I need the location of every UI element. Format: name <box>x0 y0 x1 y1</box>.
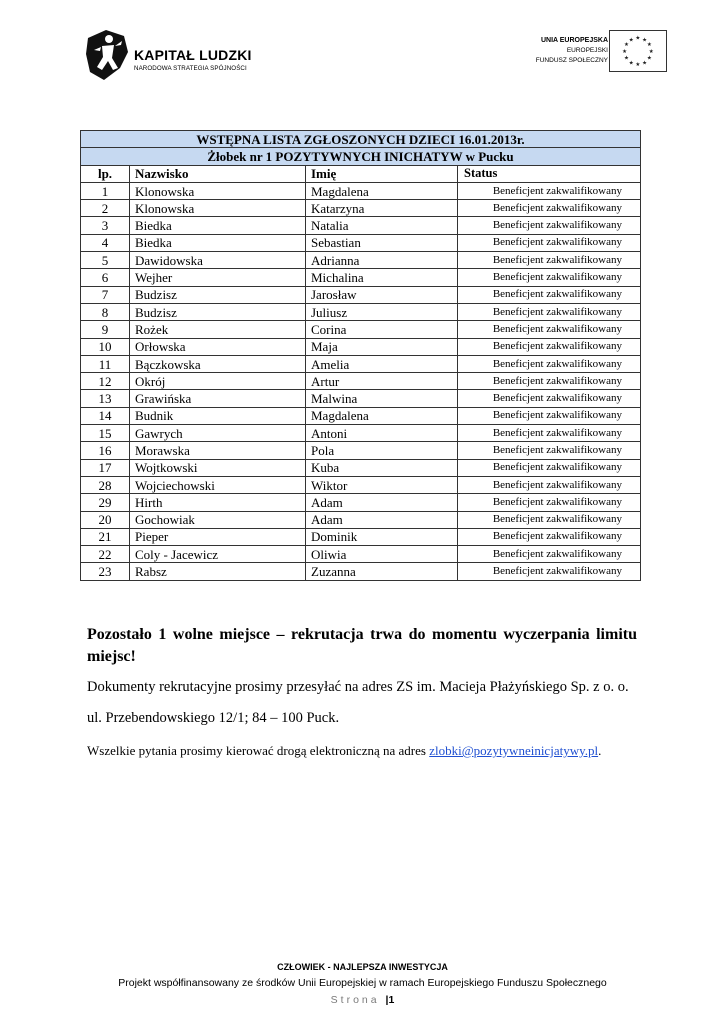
svg-text:★: ★ <box>648 48 654 55</box>
eu-logo <box>520 30 670 72</box>
table-row <box>81 511 641 528</box>
svg-text:★: ★ <box>622 48 628 55</box>
kapital-ludzki-title: KAPITAŁ LUDZKI <box>134 47 252 63</box>
row-status: Beneficjent zakwalifikowany <box>458 425 641 442</box>
table-title: WSTĘPNA LISTA ZGŁOSZONYCH DZIECI 16.01.2013r. <box>81 131 641 148</box>
row-surname: Dawidowska <box>130 252 306 269</box>
table-row <box>81 182 641 199</box>
eu-logo-line1: UNIA EUROPEJSKA <box>540 37 608 44</box>
row-first-name: Juliusz <box>306 303 458 320</box>
row-lp: 3 <box>81 217 130 234</box>
table-row <box>81 407 641 424</box>
row-first-name: Sebastian <box>306 234 458 251</box>
contact-end: . <box>598 743 602 758</box>
row-lp: 9 <box>81 321 130 338</box>
table-row <box>81 217 641 234</box>
row-first-name: Amelia <box>306 355 458 372</box>
free-places-notice <box>87 624 637 668</box>
row-status: Beneficjent zakwalifikowany <box>458 252 641 269</box>
row-status: Beneficjent zakwalifikowany <box>458 476 641 493</box>
row-lp: 8 <box>81 303 130 320</box>
table-subtitle-row <box>81 148 641 165</box>
row-lp: 28 <box>81 476 130 493</box>
row-lp: 16 <box>81 442 130 459</box>
row-surname: Wojciechowski <box>130 476 306 493</box>
row-surname: Klonowska <box>130 182 306 199</box>
table-row <box>81 528 641 545</box>
row-lp: 6 <box>81 269 130 286</box>
row-status: Beneficjent zakwalifikowany <box>458 269 641 286</box>
row-surname: Wojtkowski <box>130 459 306 476</box>
row-status: Beneficjent zakwalifikowany <box>458 286 641 303</box>
row-lp: 1 <box>81 182 130 199</box>
row-surname: Bączkowska <box>130 355 306 372</box>
row-status: Beneficjent zakwalifikowany <box>458 373 641 390</box>
table-row <box>81 252 641 269</box>
column-header-first-name: Imię <box>306 165 458 182</box>
row-first-name: Pola <box>306 442 458 459</box>
row-lp: 21 <box>81 528 130 545</box>
row-surname: Wejher <box>130 269 306 286</box>
eu-logo-line2: EUROPEJSKI <box>566 47 608 54</box>
row-surname: Rabsz <box>130 563 306 580</box>
kapital-ludzki-logo <box>84 28 264 84</box>
row-status: Beneficjent zakwalifikowany <box>458 407 641 424</box>
row-lp: 7 <box>81 286 130 303</box>
row-surname: Orłowska <box>130 338 306 355</box>
row-first-name: Magdalena <box>306 407 458 424</box>
row-status: Beneficjent zakwalifikowany <box>458 338 641 355</box>
svg-text:★: ★ <box>642 60 648 67</box>
row-surname: Biedka <box>130 234 306 251</box>
row-lp: 20 <box>81 511 130 528</box>
svg-text:★: ★ <box>646 55 652 62</box>
row-surname: Biedka <box>130 217 306 234</box>
row-status: Beneficjent zakwalifikowany <box>458 355 641 372</box>
table-row <box>81 425 641 442</box>
row-first-name: Jarosław <box>306 286 458 303</box>
row-lp: 29 <box>81 494 130 511</box>
row-first-name: Artur <box>306 373 458 390</box>
row-surname: Klonowska <box>130 200 306 217</box>
contact-text: Wszelkie pytania prosimy kierować drogą elektroniczną na adres <box>87 743 430 758</box>
row-first-name: Adrianna <box>306 252 458 269</box>
row-lp: 17 <box>81 459 130 476</box>
contact-email-link[interactable]: zlobki@pozytywneinicjatywy.pl <box>429 743 599 758</box>
row-status: Beneficjent zakwalifikowany <box>458 494 641 511</box>
row-surname: Gochowiak <box>130 511 306 528</box>
row-surname: Budzisz <box>130 303 306 320</box>
row-status: Beneficjent zakwalifikowany <box>458 303 641 320</box>
row-first-name: Corina <box>306 321 458 338</box>
row-status: Beneficjent zakwalifikowany <box>458 200 641 217</box>
row-status: Beneficjent zakwalifikowany <box>458 442 641 459</box>
eu-logo-text <box>536 36 608 66</box>
row-lp: 14 <box>81 407 130 424</box>
footer-cofinance: Projekt współfinansowany ze środków Unii Europejskiej w ramach Europejskiego Funduszu Społecznego <box>118 977 607 989</box>
contact-line <box>87 743 601 759</box>
row-status: Beneficjent zakwalifikowany <box>458 234 641 251</box>
row-first-name: Oliwia <box>306 546 458 563</box>
row-status: Beneficjent zakwalifikowany <box>458 182 641 199</box>
row-surname: Budnik <box>130 407 306 424</box>
svg-text:★: ★ <box>624 55 630 62</box>
row-lp: 2 <box>81 200 130 217</box>
row-status: Beneficjent zakwalifikowany <box>458 528 641 545</box>
column-header-status: Status <box>458 165 641 182</box>
page-label: Strona <box>330 994 380 1006</box>
row-surname: Hirth <box>130 494 306 511</box>
column-header-lp: lp. <box>81 165 130 182</box>
table-row <box>81 234 641 251</box>
row-status: Beneficjent zakwalifikowany <box>458 563 641 580</box>
row-first-name: Magdalena <box>306 182 458 199</box>
row-lp: 13 <box>81 390 130 407</box>
row-lp: 4 <box>81 234 130 251</box>
street-address-line: ul. Przebendowskiego 12/1; 84 – 100 Puck. <box>87 710 340 726</box>
row-surname: Morawska <box>130 442 306 459</box>
row-surname: Coly - Jacewicz <box>130 546 306 563</box>
table-row <box>81 373 641 390</box>
row-lp: 12 <box>81 373 130 390</box>
row-status: Beneficjent zakwalifikowany <box>458 459 641 476</box>
table-subtitle: Żłobek nr 1 POZYTYWNYCH INICHATYW w Pucku <box>81 148 641 165</box>
row-status: Beneficjent zakwalifikowany <box>458 217 641 234</box>
column-header-surname: Nazwisko <box>130 165 306 182</box>
row-first-name: Wiktor <box>306 476 458 493</box>
table-row <box>81 286 641 303</box>
row-lp: 10 <box>81 338 130 355</box>
svg-text:★: ★ <box>628 37 634 44</box>
svg-text:★: ★ <box>635 35 641 42</box>
svg-text:★: ★ <box>635 62 641 69</box>
row-surname: Gawrych <box>130 425 306 442</box>
row-status: Beneficjent zakwalifikowany <box>458 546 641 563</box>
row-lp: 15 <box>81 425 130 442</box>
row-first-name: Maja <box>306 338 458 355</box>
table-row <box>81 459 641 476</box>
row-first-name: Adam <box>306 511 458 528</box>
row-lp: 22 <box>81 546 130 563</box>
table-row <box>81 200 641 217</box>
row-status: Beneficjent zakwalifikowany <box>458 390 641 407</box>
row-first-name: Antoni <box>306 425 458 442</box>
footer-page-indicator <box>0 994 725 1006</box>
svg-text:★: ★ <box>628 60 634 67</box>
table-row <box>81 303 641 320</box>
table-row <box>81 442 641 459</box>
page-number: 1 <box>388 994 395 1006</box>
kapital-ludzki-emblem-icon <box>84 28 130 82</box>
notice-text: Pozostało 1 wolne miejsce – rekrutacja trwa do momentu wyczerpania limitu miejsc! <box>87 626 637 665</box>
row-first-name: Michalina <box>306 269 458 286</box>
table-row <box>81 494 641 511</box>
row-surname: Budzisz <box>130 286 306 303</box>
kapital-ludzki-subtitle: NARODOWA STRATEGIA SPÓJNOŚCI <box>134 65 247 72</box>
footer-slogan: CZŁOWIEK - NAJLEPSZA INWESTYCJA <box>277 962 448 972</box>
table-row <box>81 269 641 286</box>
row-first-name: Dominik <box>306 528 458 545</box>
row-status: Beneficjent zakwalifikowany <box>458 511 641 528</box>
row-status: Beneficjent zakwalifikowany <box>458 321 641 338</box>
children-list-table <box>80 130 641 581</box>
row-surname: Okrój <box>130 373 306 390</box>
row-first-name: Zuzanna <box>306 563 458 580</box>
row-first-name: Katarzyna <box>306 200 458 217</box>
row-first-name: Adam <box>306 494 458 511</box>
svg-text:★: ★ <box>642 37 648 44</box>
svg-text:★: ★ <box>646 42 652 49</box>
page-separator: | <box>385 994 389 1006</box>
eu-logo-line3: FUNDUSZ SPOŁECZNY <box>535 57 608 64</box>
eu-flag-icon <box>609 30 667 72</box>
row-first-name: Natalia <box>306 217 458 234</box>
table-row <box>81 390 641 407</box>
table-row <box>81 563 641 580</box>
table-row <box>81 546 641 563</box>
table-row <box>81 476 641 493</box>
row-lp: 11 <box>81 355 130 372</box>
documents-address-line: Dokumenty rekrutacyjne prosimy przesyłać na adres ZS im. Macieja Płażyńskiego Sp. z o. o. <box>87 679 629 695</box>
row-first-name: Kuba <box>306 459 458 476</box>
row-first-name: Malwina <box>306 390 458 407</box>
column-header-row <box>81 165 641 182</box>
row-surname: Pieper <box>130 528 306 545</box>
row-surname: Rożek <box>130 321 306 338</box>
row-lp: 5 <box>81 252 130 269</box>
row-surname: Grawińska <box>130 390 306 407</box>
table-row <box>81 355 641 372</box>
svg-text:★: ★ <box>624 42 630 49</box>
row-lp: 23 <box>81 563 130 580</box>
table-row <box>81 321 641 338</box>
table-row <box>81 338 641 355</box>
table-title-row <box>81 131 641 148</box>
